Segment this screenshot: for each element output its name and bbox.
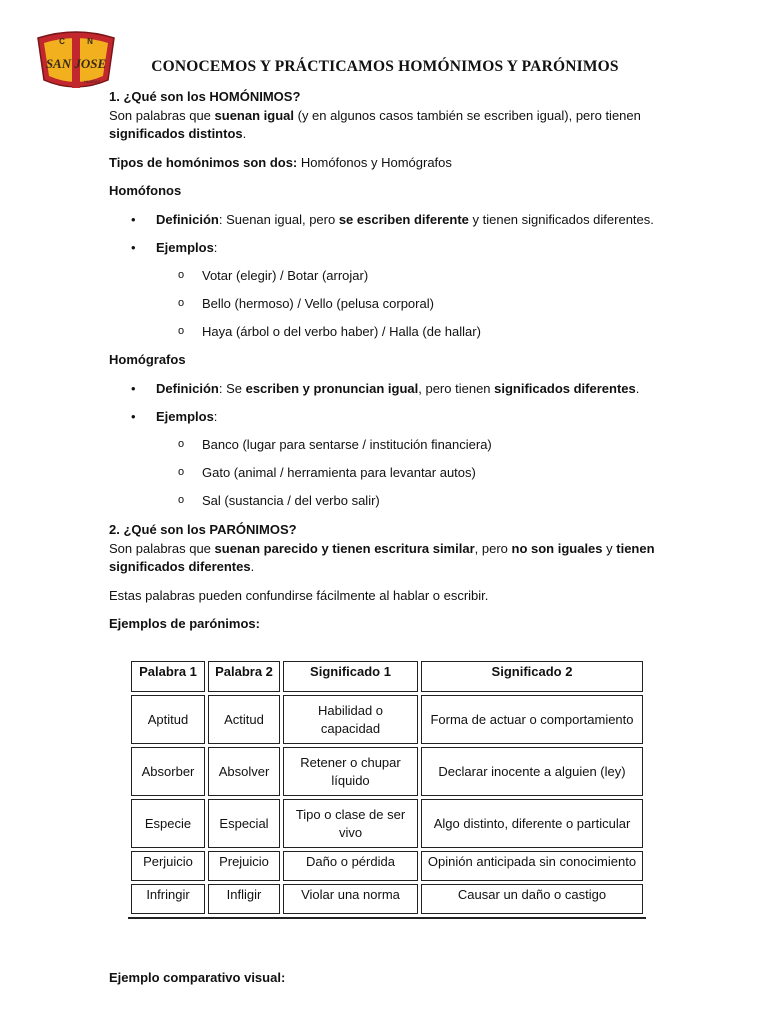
page-title: CONOCEMOS Y PRÁCTICAMOS HOMÓNIMOS Y PARÓNIMOS [151,58,619,75]
homophones-examples [109,267,669,342]
list-item: o Gato (animal / herramienta para levantar autos) [109,464,669,483]
table-cell: Absolver [208,747,280,796]
homonym-types: Tipos de homónimos son dos: Homófonos y Homógrafos [109,154,452,170]
section2-definition: Son palabras que suenan parecido y tienen escritura similar, pero no son iguales y tienen significados diferentes. [109,540,655,574]
table-cell: Tipo o clase de ser vivo [283,799,418,848]
homographs-list [109,380,669,427]
table-cell: Declarar inocente a alguien (ley) [421,747,643,796]
logo-letter-right: N [87,37,93,46]
list-item: o Votar (elegir) / Botar (arrojar) [109,267,669,286]
paronyms-table [128,658,646,919]
table-cell: Perjuicio [131,851,205,881]
list-item: o Bello (hermoso) / Vello (pelusa corporal) [109,295,669,314]
section1-heading: 1. ¿Qué son los HOMÓNIMOS? [109,89,301,104]
table-header-cell: Palabra 1 [131,661,205,692]
table-cell: Infligir [208,884,280,914]
table-cell: Absorber [131,747,205,796]
list-item: o Sal (sustancia / del verbo salir) [109,492,669,511]
table-row [131,851,643,881]
homographs-examples-label: • Ejemplos: [109,408,669,427]
section2-heading: 2. ¿Qué son los PARÓNIMOS? [109,522,297,537]
table-header-cell: Significado 2 [421,661,643,692]
table-cell: Especial [208,799,280,848]
school-logo [34,28,118,92]
table-header-row [131,661,643,692]
logo-text: SAN JOSE [45,56,107,71]
section1-definition: Son palabras que suenan igual (y en algunos casos también se escriben igual), pero tienen significados distintos. [109,107,641,141]
table-cell: Causar un daño o castigo [421,884,643,914]
table-cell: Opinión anticipada sin conocimiento [421,851,643,881]
paronyms-examples-heading: Ejemplos de parónimos: [109,616,260,631]
document-body [109,88,669,634]
table-header-cell: Significado 1 [283,661,418,692]
table-cell: Retener o chupar líquido [283,747,418,796]
table-cell: Infringir [131,884,205,914]
table-row [131,695,643,744]
list-item: o Haya (árbol o del verbo haber) / Halla (de hallar) [109,323,669,342]
list-item: o Banco (lugar para sentarse / institución financiera) [109,436,669,455]
table-cell: Actitud [208,695,280,744]
table-cell: Aptitud [131,695,205,744]
section2-note: Estas palabras pueden confundirse fácilmente al hablar o escribir. [109,587,489,603]
homographs-heading: Homógrafos [109,352,186,367]
homophones-examples-label: • Ejemplos: [109,239,669,258]
table-cell: Especie [131,799,205,848]
table-header-cell: Palabra 2 [208,661,280,692]
table-cell: Forma de actuar o comportamiento [421,695,643,744]
logo-subtext: HUARAZ [83,79,101,84]
table-row [131,799,643,848]
table-cell: Prejuicio [208,851,280,881]
table-row [131,747,643,796]
table-cell: Habilidad o capacidad [283,695,418,744]
table-cell: Algo distinto, diferente o particular [421,799,643,848]
homophones-definition: • Definición: Suenan igual, pero se escriben diferente y tienen significados diferentes. [109,211,669,230]
homophones-list [109,211,669,258]
footer-heading: Ejemplo comparativo visual: [109,970,286,985]
logo-letter-left: C [59,37,65,46]
homophones-heading: Homófonos [109,183,182,198]
table-cell: Daño o pérdida [283,851,418,881]
table-row [131,884,643,914]
homographs-examples [109,436,669,511]
table-cell: Violar una norma [283,884,418,914]
homographs-definition: • Definición: Se escriben y pronuncian igual, pero tienen significados diferentes. [109,380,669,399]
